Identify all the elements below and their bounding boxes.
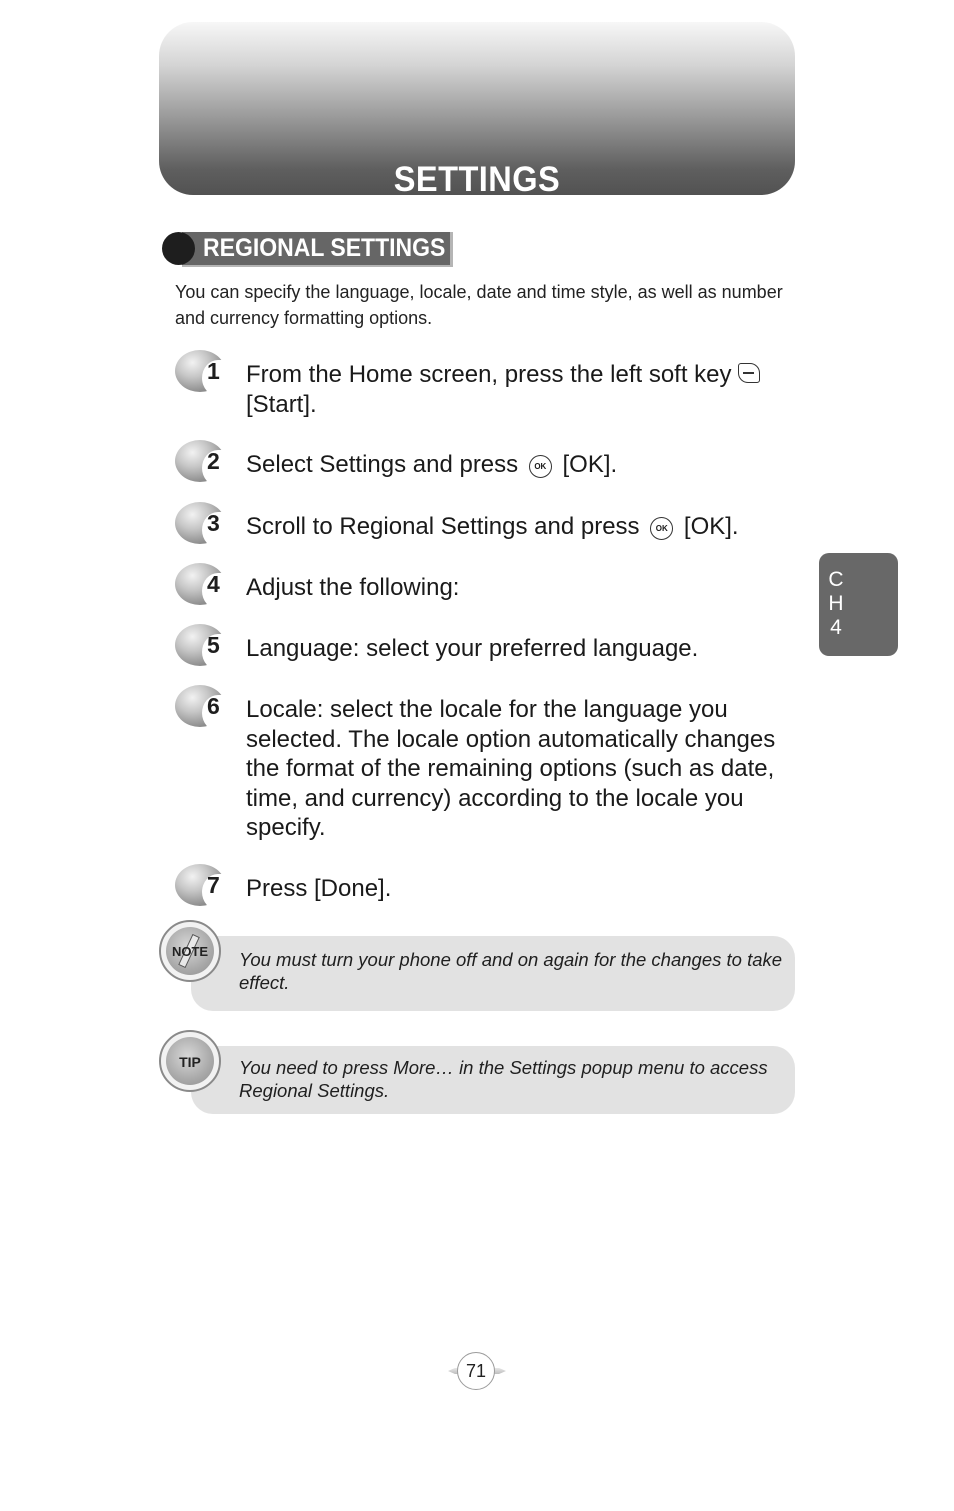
chapter-header xyxy=(159,22,795,199)
step-text-before: Scroll to Regional Settings and press xyxy=(246,513,640,540)
step-number: 6 xyxy=(207,693,220,719)
step-badge xyxy=(175,350,231,396)
chapter-tab xyxy=(819,553,898,656)
tip-callout xyxy=(191,1046,795,1114)
note-callout xyxy=(191,936,795,1011)
step-text: Adjust the following: xyxy=(246,574,460,601)
note-icon xyxy=(159,920,221,982)
section-bullet-icon xyxy=(162,232,195,265)
tip-icon xyxy=(159,1030,221,1092)
step-number: 7 xyxy=(207,872,220,898)
note-label: NOTE xyxy=(171,944,209,959)
step-number: 4 xyxy=(207,571,220,597)
step-badge xyxy=(175,563,231,609)
step-badge xyxy=(175,624,231,670)
step-number: 2 xyxy=(207,448,220,474)
step-number: 1 xyxy=(207,358,220,384)
chapter-letter: 4 xyxy=(830,616,842,639)
chapter-label xyxy=(826,568,846,640)
page-number: 71 xyxy=(457,1352,495,1390)
step-text-after: [Start]. xyxy=(246,390,317,418)
ok-key-icon: OK xyxy=(529,455,552,478)
section-title: REGIONAL SETTINGS xyxy=(203,234,446,262)
left-soft-key-icon xyxy=(738,363,760,383)
step-text-after: [OK]. xyxy=(683,513,739,540)
tip-text: You need to press More… in the Settings popup menu to access Regional Settings. xyxy=(239,1057,768,1101)
chapter-letter: H xyxy=(828,592,844,615)
step-badge xyxy=(175,685,231,731)
step-badge xyxy=(175,864,231,910)
intro-paragraph: You can specify the language, locale, date and time style, as well as number and currency formatting options. xyxy=(175,282,783,328)
step-badge xyxy=(175,440,231,486)
step-text xyxy=(246,360,806,419)
step-text-before: Select Settings and press xyxy=(246,451,519,478)
step-number: 5 xyxy=(207,632,220,658)
step-number: 3 xyxy=(207,510,220,536)
page-number-badge xyxy=(448,1351,506,1391)
step-text: Locale: select the locale for the language you selected. The locale option automatically changes the format of the remaining options (such as date, time, and currency) according to the locale you specify. xyxy=(246,696,776,841)
page-title: SETTINGS xyxy=(393,160,561,199)
chapter-letter: C xyxy=(828,568,844,591)
section-heading xyxy=(160,231,453,267)
tip-label: TIP xyxy=(179,1054,201,1070)
step-text xyxy=(246,450,806,480)
step-text: Press [Done]. xyxy=(246,875,392,902)
step-text-after: [OK]. xyxy=(562,451,618,478)
ok-key-icon: OK xyxy=(650,517,673,540)
step-badge xyxy=(175,502,231,548)
step-text-before: From the Home screen, press the left soft key xyxy=(246,361,732,388)
step-text: Language: select your preferred language. xyxy=(246,635,699,662)
note-text: You must turn your phone off and on again for the changes to take effect. xyxy=(239,949,783,993)
step-text xyxy=(246,512,806,542)
